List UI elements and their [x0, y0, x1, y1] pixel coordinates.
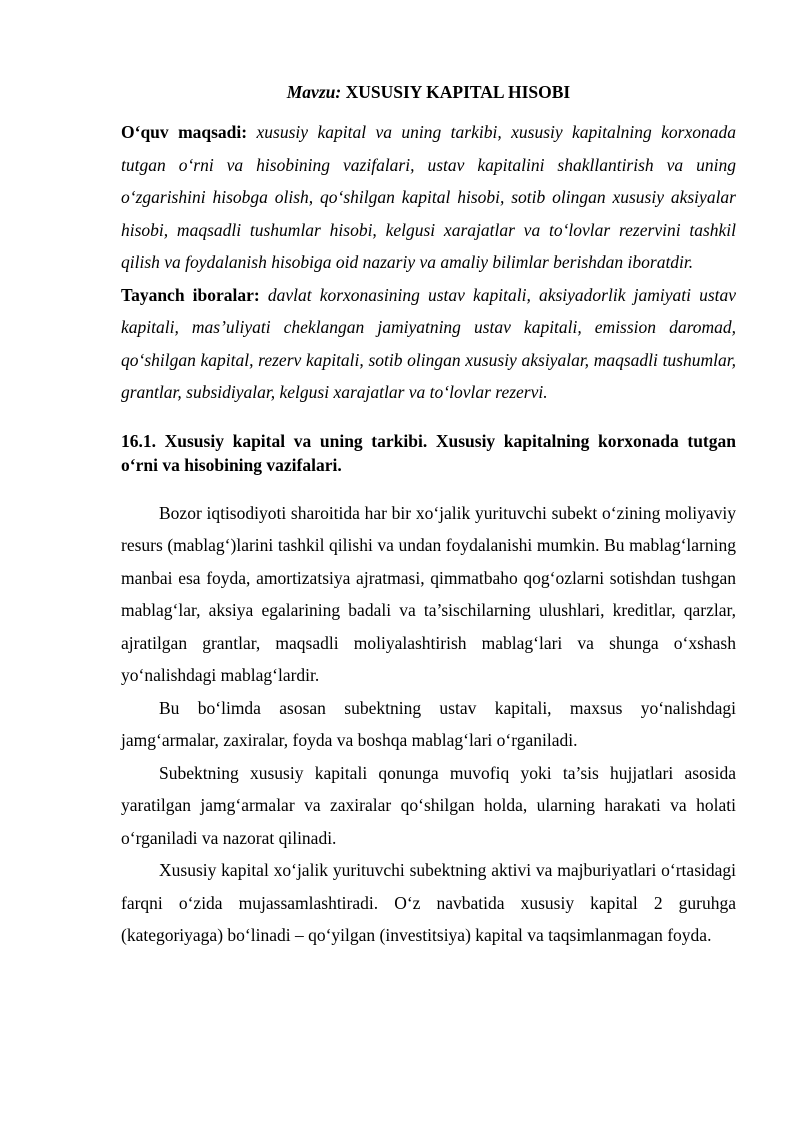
- objective-label: O‘quv maqsadi:: [121, 122, 248, 142]
- keywords-label: Tayanch iboralar:: [121, 284, 260, 305]
- page-title: [121, 78, 736, 106]
- document-page: [121, 78, 736, 952]
- body-paragraph-4: Xususiy kapital xo‘jalik yurituvchi subektning aktivi va majburiyatlari o‘rtasidagi farqni o‘zida mujassamlashtiradi. O‘z navbatida xususiy kapital 2 guruhga (kategoriyaga) bo‘linadi – qo‘yilgan (investitsiya) kapital va taqsimlanmagan foyda.: [121, 860, 736, 945]
- spacer: [121, 409, 736, 429]
- objective-paragraph: [121, 116, 736, 279]
- body-paragraph-2: Bu bo‘limda asosan subektning ustav kapitali, maxsus yo‘nalishdagi jamg‘armalar, zaxiralar, foyda va boshqa mablag‘lari o‘rganiladi.: [121, 697, 736, 750]
- section-heading: 16.1. Xususiy kapital va uning tarkibi. Xususiy kapitalning korxonada tutgan o‘rni va hisobining vazifalari.: [121, 430, 736, 475]
- body-paragraph-3: Subektning xususiy kapitali qonunga muvofiq yoki ta’sis hujjatlari asosida yaratilgan jamg‘armalar va zaxiralar qo‘shilgan holda, ularning harakati va holati o‘rganiladi va nazorat qilinadi.: [121, 762, 736, 848]
- body-paragraph-1: Bozor iqtisodiyoti sharoitida har bir xo‘jalik yurituvchi subekt o‘zining moliyaviy resurs (mablag‘)larini tashkil qilishi va undan foydalanishi mumkin. Bu mablag‘larning manbai esa foyda, amortizatsiya ajratmasi, qimmatbaho qog‘ozlarni sotishdan tushgan mablag‘lar, aksiya egalarining badali va ta’sischilarning ulushlari, kreditlar, qarzlar, ajratilgan grantlar, maqsadli moliyalashtirish mablag‘lari va shunga o‘xshash yo‘nalishdagi mablag‘lardir.: [121, 502, 736, 685]
- keywords-paragraph: [121, 279, 736, 409]
- title-prefix: Mavzu:: [286, 82, 342, 102]
- title-text: XUSUSIY KAPITAL HISOBI: [345, 82, 571, 102]
- keywords-text: davlat korxonasining ustav kapitali, aksiyadorlik jamiyati ustav kapitali, mas’uliyati cheklangan jamiyatning ustav kapitali, emission daromad, qo‘shilgan kapital, rezerv kapitali, sotib olingan xususiy aksiyalar, maqsadli tushumlar, grantlar, subsidiyalar, kelgusi xarajatlar va to‘lovlar rezervi.: [121, 284, 737, 402]
- objective-text: xususiy kapital va uning tarkibi, xususiy kapitalning korxonada tutgan o‘rni va hisobining vazifalari, ustav kapitalini shakllantirish va uning o‘zgarishini hisobga olish, qo‘shilgan kapital hisobi, sotib olingan xususiy aksiyalar hisobi, maqsadli tushumlar hisobi, kelgusi xarajatlar va to‘lovlar rezervini tashkil qilish va foydalanish hisobiga oid nazariy va amaliy bilimlar berishdan iboratdir.: [121, 122, 737, 272]
